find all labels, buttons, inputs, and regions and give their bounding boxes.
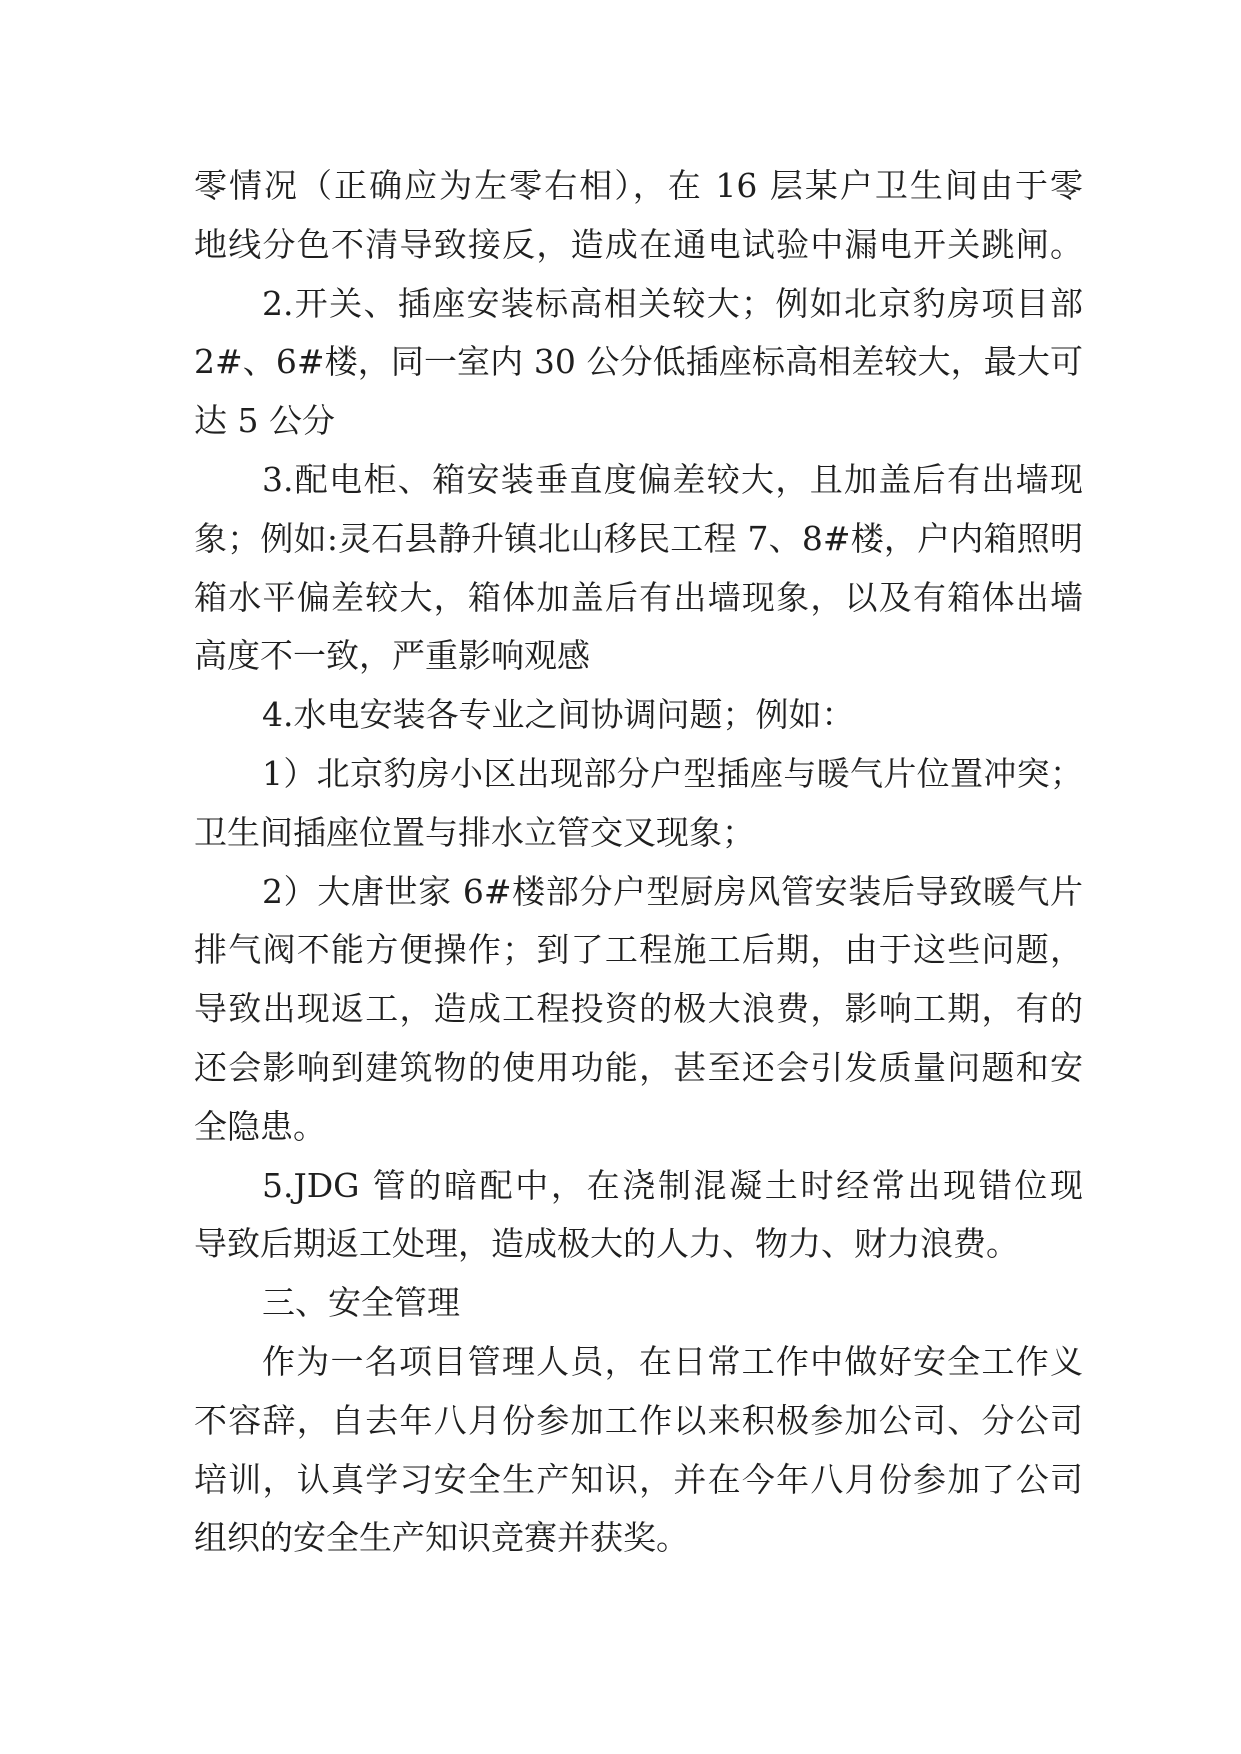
text-line: 象；例如:灵石县静升镇北山移民工程 7、8#楼，户内箱照明	[194, 518, 1083, 558]
section-heading	[194, 1274, 1083, 1333]
paragraph-item-2	[194, 275, 1083, 451]
text-line: 达 5 公分	[194, 401, 335, 441]
text-line: 卫生间插座位置与排水立管交叉现象；	[194, 812, 755, 852]
text-line: 4.水电安装各专业之间协调问题；例如：	[262, 695, 855, 735]
text-line: 培训，认真学习安全生产知识，并在今年八月份参加了公司	[194, 1459, 1083, 1499]
paragraph-item-4	[194, 686, 1083, 745]
text-line: 高度不一致，严重影响观感	[194, 636, 590, 676]
text-line: 导致后期返工处理，造成极大的人力、物力、财力浪费。	[194, 1224, 1019, 1264]
document-body	[194, 157, 1083, 1568]
text-line: 2）大唐世家 6#楼部分户型厨房风管安装后导致暖气片	[262, 871, 1083, 911]
paragraph-subitem-1	[194, 745, 1083, 863]
text-line: 2#、6#楼，同一室内 30 公分低插座标高相差较大，最大可	[194, 342, 1083, 382]
text-line: 排气阀不能方便操作；到了工程施工后期，由于这些问题，	[194, 930, 1083, 970]
text-line: 地线分色不清导致接反，造成在通电试验中漏电开关跳闸。	[194, 224, 1083, 264]
paragraph-safety	[194, 1333, 1083, 1568]
text-line: 导致出现返工，造成工程投资的极大浪费，影响工期，有的	[194, 989, 1083, 1029]
text-line: 零情况（正确应为左零右相），在 16 层某户卫生间由于零	[194, 166, 1083, 205]
text-line: 箱水平偏差较大，箱体加盖后有出墙现象，以及有箱体出墙	[194, 577, 1083, 617]
text-line: 不容辞，自去年八月份参加工作以来积极参加公司、分公司	[194, 1400, 1083, 1440]
text-line: 1）北京豹房小区出现部分户型插座与暖气片位置冲突；	[262, 753, 1083, 793]
section-heading-text: 三、安全管理	[262, 1283, 460, 1323]
text-line: 全隐患。	[194, 1106, 326, 1146]
text-line: 5.JDG 管的暗配中，在浇制混凝土时经常出现错位现	[262, 1165, 1083, 1205]
text-line: 还会影响到建筑物的使用功能，甚至还会引发质量问题和安	[194, 1047, 1083, 1087]
paragraph-item-5	[194, 1157, 1083, 1275]
paragraph-item-3	[194, 451, 1083, 686]
paragraph-subitem-2	[194, 863, 1083, 1157]
text-line: 3.配电柜、箱安装垂直度偏差较大，且加盖后有出墙现	[262, 459, 1083, 499]
text-line: 组织的安全生产知识竞赛并获奖。	[194, 1518, 689, 1558]
text-line: 2.开关、插座安装标高相关较大；例如北京豹房项目部	[262, 283, 1083, 323]
text-line: 作为一名项目管理人员，在日常工作中做好安全工作义	[262, 1341, 1083, 1381]
paragraph-continuation	[194, 157, 1083, 275]
